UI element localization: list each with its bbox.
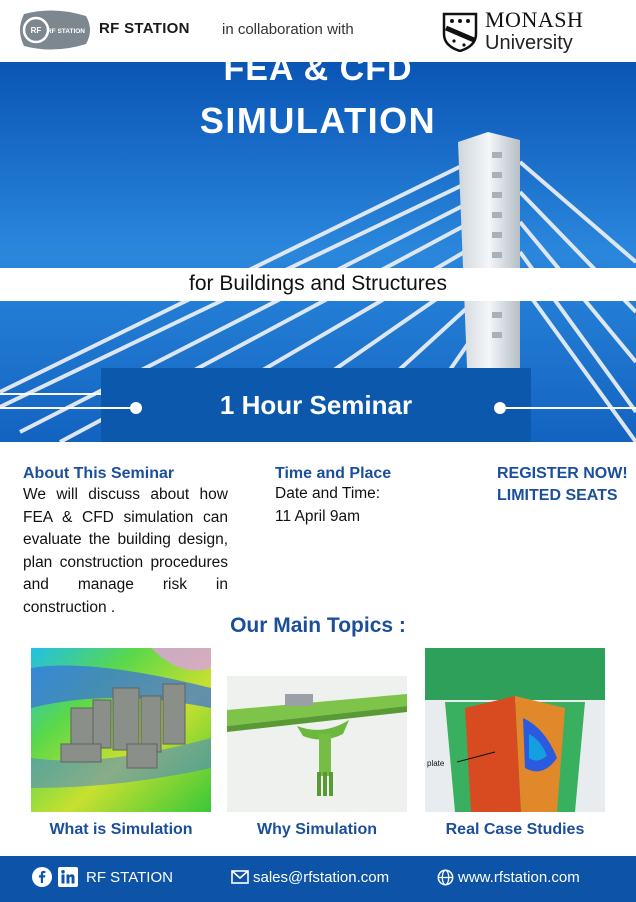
topics-heading: Our Main Topics : xyxy=(230,614,406,637)
topic-image-cfd xyxy=(31,648,211,812)
footer-email[interactable]: sales@rfstation.com xyxy=(253,869,390,886)
rf-logo-text: RF STATION xyxy=(46,28,86,35)
facebook-icon[interactable] xyxy=(32,867,52,887)
hero-title-line2: SIMULATION xyxy=(199,100,437,141)
footer-brand: RF STATION xyxy=(86,869,173,886)
topic-image-bridge xyxy=(227,676,407,812)
topic-caption-why: Why Simulation xyxy=(257,821,377,838)
footer-website[interactable]: www.rfstation.com xyxy=(458,869,580,886)
date-time-value: 11 April 9am xyxy=(275,508,361,525)
partner-subname: University xyxy=(485,32,573,54)
topic-image-case-study xyxy=(425,648,605,812)
svg-text:RF: RF xyxy=(30,26,42,35)
partner-name: MONASH xyxy=(485,7,584,32)
monash-crest-icon xyxy=(442,12,478,52)
topic-caption-cases: Real Case Studies xyxy=(445,821,585,838)
limited-seats-text: LIMITED SEATS xyxy=(497,487,618,504)
mail-icon xyxy=(231,869,249,885)
hero-title-line1: FEA & CFD xyxy=(223,50,413,88)
topic-caption-what: What is Simulation xyxy=(49,821,193,838)
register-now-link[interactable]: REGISTER NOW! xyxy=(497,465,628,482)
rf-station-logo xyxy=(16,8,92,52)
hero-subtitle: for Buildings and Structures xyxy=(189,272,447,295)
about-heading: About This Seminar xyxy=(23,465,175,482)
collaboration-text: in collaboration with xyxy=(222,21,354,38)
plate-annotation: plate xyxy=(427,759,445,768)
seminar-label: 1 Hour Seminar xyxy=(219,390,413,420)
globe-icon xyxy=(437,869,454,886)
date-time-label: Date and Time: xyxy=(275,485,381,502)
time-place-heading: Time and Place xyxy=(275,465,392,482)
about-body: We will discuss about how FEA & CFD simulation can evaluate the building design, plan construction procedures and manage risk in construction . xyxy=(23,486,228,616)
brand-name: RF STATION xyxy=(99,20,190,37)
linkedin-icon[interactable] xyxy=(58,867,78,887)
